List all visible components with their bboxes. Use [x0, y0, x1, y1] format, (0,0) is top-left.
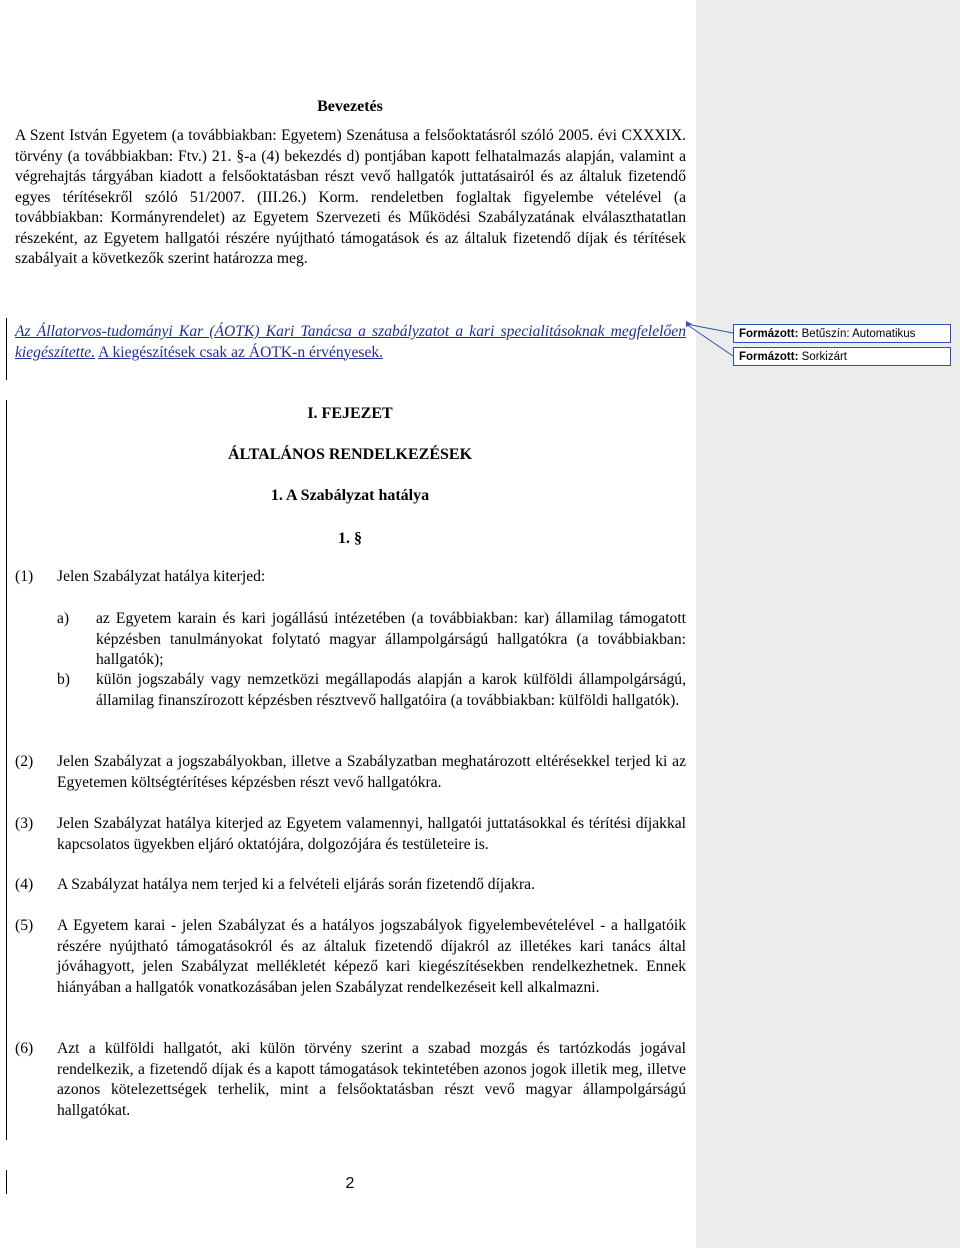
item-text: Jelen Szabályzat a jogszabályokban, illetve a Szabályzatban meghatározott eltérésekkel terjed ki az Egyetemen költségtérítéses képzésben részt vevő hallgatókra.: [57, 753, 686, 791]
paragraph-mark: 1. §: [338, 530, 362, 547]
item-number: (4): [15, 876, 34, 893]
subitem-letter: b): [57, 671, 70, 688]
chapter-title: ÁLTALÁNOS RENDELKEZÉSEK: [227, 446, 473, 463]
section-title: 1. A Szabályzat hatálya: [270, 487, 430, 504]
subitem-text: az Egyetem karain és kari jogállású intézetében (a továbbiakban: kar) államilag támogatott képzésben tanulmányokat folytató magyar állampolgárságú hallgatókra (a továbbiakban: hallgatók);: [96, 610, 686, 668]
comment-margin-pane: [696, 0, 960, 1248]
item-number: (2): [15, 753, 34, 770]
item-text: Azt a külföldi hallgatót, aki külön törvény szerint a szabad mozgás és tartózkodás jogával rendelkezik, a fizetendő díjak és a kapott támogatások tekintetében azonos jogok illetik meg, illetve azonos kötelezettségek terhelik, mint a felsőoktatásban részt vevő magyar állampolgárságú hallgatókat.: [57, 1040, 686, 1119]
comment-label: Formázott:: [739, 351, 799, 363]
page-number: 2: [345, 1175, 355, 1192]
item-text: A Egyetem karai - jelen Szabályzat és a hatályos jogszabályok figyelembevételével - a hallgatóik részére nyújtható támogatásokról és az általuk fizetendő díjakról az illetékes kari tanács által jóváhagyott, jelen Szabályzat mellékletét képező kari kiegészítésekben rendelkezhetnek. Ennek hiányában a hallgatók vonatkozásában jelen Szabályzat rendelkezéseit kell alkalmazni.: [57, 917, 686, 996]
format-comment-color[interactable]: [733, 324, 951, 343]
comment-value: Sorkizárt: [801, 351, 847, 363]
item-text: A Szabályzat hatálya nem terjed ki a felvételi eljárás során fizetendő díjakra.: [57, 876, 535, 893]
subitem-text: külön jogszabály vagy nemzetközi megállapodás alapján a karok külföldi állampolgárságú, államilag finanszírozott képzésben résztvevő hallgatóira (a továbbiakban: külföldi hallgatók).: [96, 671, 686, 709]
tracked-insertion-plain[interactable]: A kiegészítések csak az ÁOTK-n érvényesek.: [98, 343, 384, 361]
format-comment-justify[interactable]: [733, 347, 951, 366]
intro-paragraph: A Szent István Egyetem (a továbbiakban: Egyetem) Szenátusa a felsőoktatásról szóló 2005. évi CXXXIX. törvény (a továbbiakban: Ftv.) 21. §-a (4) bekezdés d) pontjában kapott felhatalmazás alapján, valamint a végrehajtás tárgyában kiadott a felsőoktatásban részt vevő hallgatók juttatásairól és az általuk fizetendő egyes térítésekről szóló 51/2007. (III.26.) Korm. rendeletben foglaltak figyelembe vételével (a továbbiakban: Kormányrendelet) az Egyetem Szervezeti és Működési Szabályzatának elválaszthatatlan részeként, az Egyetem hallgatói részére nyújtható támogatások és az általuk fizetendő díjak és térítések szabályait a következők szerint határozza meg.: [15, 127, 686, 267]
change-bar: [6, 318, 7, 380]
item-text: Jelen Szabályzat hatálya kiterjed az Egyetem valamennyi, hallgatói juttatásokkal és térítési díjakkal kapcsolatos ügyekben eljáró oktatójára, dolgozójára és testületeire is.: [57, 815, 686, 853]
item-number: (1): [15, 568, 34, 585]
tracked-insertion-italic[interactable]: Az Állatorvos-tudományi Kar (ÁOTK) Kari Tanácsa a szabályzatot a kari specialitásoknak megfelelően kiegészítette.: [15, 323, 686, 361]
item-number: (5): [15, 917, 34, 934]
comment-value: Betűszín: Automatikus: [801, 328, 916, 340]
tracked-change-paragraph[interactable]: [15, 322, 686, 363]
change-bar: [6, 400, 7, 1140]
item-number: (3): [15, 815, 34, 832]
intro-heading: Bevezetés: [317, 98, 383, 115]
comment-label: Formázott:: [739, 328, 799, 340]
chapter-number: I. FEJEZET: [307, 405, 393, 422]
item-number: (6): [15, 1040, 34, 1057]
item-text: Jelen Szabályzat hatálya kiterjed:: [57, 568, 266, 585]
subitem-letter: a): [57, 610, 70, 627]
